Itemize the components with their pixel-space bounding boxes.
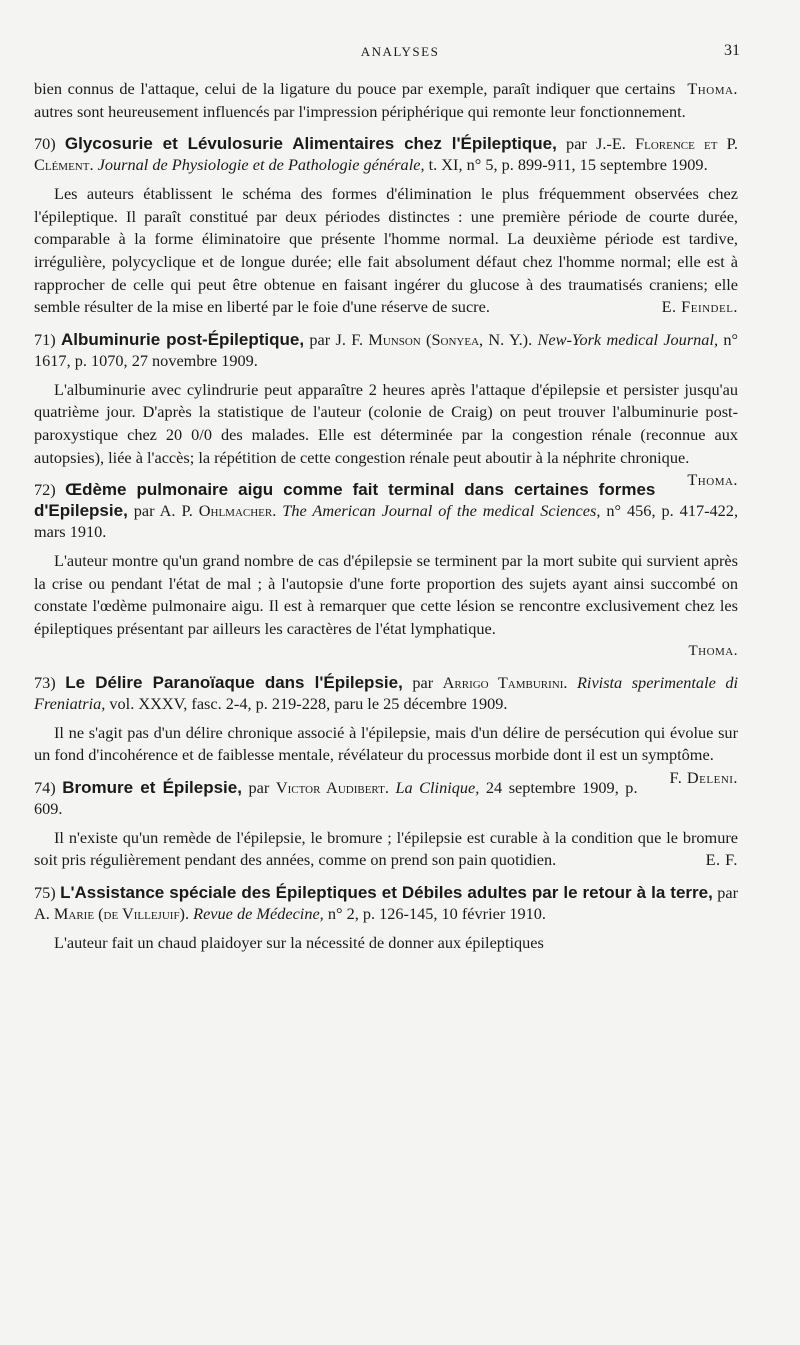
abstract-entry-70: [34, 133, 738, 319]
entry-body: L'auteur montre qu'un grand nombre de cas d'épilepsie se terminent par la mort subite qui survient après la crise ou pendant l'état de mal ; à l'autopsie d'une forte proportion des sujets ayant ainsi succombé on constate l'œdème pulmonaire aigu. Il est à remarquer que cette lésion se rencontre exclusivement chez les épileptiques présentant par ailleurs les caractères de l'état lymphatique.: [34, 551, 738, 638]
signature: F. Deleni.: [669, 767, 738, 787]
entry-details: 24 septembre 1909, p. 609.: [34, 777, 638, 818]
entry-details: t. XI, n° 5, p. 899-911, 15 septembre 1909.: [428, 155, 708, 175]
signature: Thoma.: [688, 642, 738, 659]
entry-number: 75): [34, 882, 56, 902]
entry-authors: Arrigo Tamburini.: [442, 672, 568, 692]
entry-number: 72): [34, 480, 56, 500]
entry-number: 70): [34, 134, 56, 154]
entry-source: Rivista sperimentale di Freniatria,: [34, 672, 738, 713]
signature: Thoma.: [687, 470, 738, 490]
page-content: [34, 78, 738, 954]
entry-authors: Marie (de Villejuif).: [53, 903, 190, 923]
entry-authors: Florence et P. Clément.: [34, 134, 738, 175]
entry-by: par J. F.: [309, 329, 364, 349]
entry-by: par J.-E.: [566, 134, 626, 154]
entry-details: n° 456, p. 417-422, mars 1910.: [34, 501, 739, 542]
entry-title: Glycosurie et Lévulosurie Alimentaires chez l'Épileptique,: [64, 134, 557, 154]
entry-authors: Ohlmacher.: [198, 501, 277, 521]
entry-details: n° 1617, p. 1070, 27 novembre 1909.: [34, 329, 739, 370]
entry-title: Œdème pulmonaire aigu comme fait terminal dans certaines formes d'Epilepsie,: [34, 480, 656, 521]
entry-heading: [34, 672, 738, 714]
signature: E. Feindel.: [661, 297, 738, 317]
entry-source: The American Journal of the medical Sciences,: [282, 501, 601, 521]
entry-authors: Victor Audibert.: [275, 777, 389, 797]
entry-body: L'auteur fait un chaud plaidoyer sur la nécessité de donner aux épileptiques: [54, 932, 544, 952]
entry-title: Le Délire Paranoïaque dans l'Épilepsie,: [65, 672, 403, 692]
signature: Thoma.: [687, 79, 738, 98]
entry-source: Revue de Médecine,: [193, 903, 324, 923]
abstract-entry-75: [34, 882, 738, 955]
page-header: [0, 42, 800, 64]
entry-body: L'albuminurie avec cylindrurie peut apparaître 2 heures après l'attaque d'épilepsie et persister jusqu'au quatrième jour. D'après la statistique de l'auteur (colonie de Craig) on peut trouver l'albuminurie post-paroxystique chez 20 0/0 des malades. Elle est déterminée par la congestion rénale (reconnue aux autopsies), liée à l'accès; la répétition de cette congestion rénale peut aboutir à la néphrite chronique. Thoma.: [34, 379, 738, 469]
entry-details: n° 2, p. 126-145, 10 février 1910.: [327, 903, 546, 923]
entry-details: vol. XXXV, fasc. 2-4, p. 219-228, paru le 25 décembre 1909.: [109, 693, 508, 713]
entry-body: Il ne s'agit pas d'un délire chronique associé à l'épilepsie, mais d'un délire de persécution qui évolue sur un fond d'incohérence et de faiblesse mentale, révélateur du processus morbide dont il est un symptôme. F. Deleni.: [34, 722, 738, 767]
entry-number: 73): [34, 672, 56, 692]
intro-paragraph: Thoma. bien connus de l'attaque, celui de la ligature du pouce par exemple, paraît indiquer que certains autres sont heureusement influencés par l'impression périphérique qui remonte leur fonctionnement.: [34, 79, 738, 121]
entry-authors: Munson (Sonyea, N. Y.).: [368, 329, 533, 349]
entry-by: par A.: [34, 882, 738, 923]
entry-by: par: [412, 672, 434, 692]
entry-by: par A. P.: [133, 501, 193, 521]
entry-heading: [34, 479, 738, 542]
entry-title: L'Assistance spéciale des Épileptiques et Débiles adultes par le retour à la terre,: [60, 882, 713, 902]
entry-heading: [34, 133, 738, 175]
entry-title: Bromure et Épilepsie,: [62, 777, 242, 797]
abstract-entry-74: [34, 777, 738, 872]
entry-heading: [34, 882, 738, 924]
signature: E. F.: [705, 850, 738, 870]
entry-by: par: [248, 777, 270, 797]
running-title: ANALYSES: [360, 44, 440, 59]
entry-number: 71): [34, 329, 56, 349]
entry-heading: [34, 777, 738, 819]
page-number: 31: [724, 42, 740, 59]
abstract-entry-72: [34, 479, 738, 661]
entry-number: 74): [34, 777, 56, 797]
entry-title: Albuminurie post-Épileptique,: [61, 329, 305, 349]
entry-source: Journal de Physiologie et de Pathologie générale,: [97, 155, 425, 175]
entry-source: New-York medical Journal,: [537, 329, 719, 349]
entry-source: La Clinique,: [395, 777, 480, 797]
entry-body: Il n'existe qu'un remède de l'épilepsie, le bromure ; l'épilepsie est curable à la condition que le bromure soit pris régulièrement pendant des années, comme on prend son pain quotidien. E. F.: [34, 827, 738, 872]
entry-heading: [34, 329, 738, 371]
entry-body: Les auteurs établissent le schéma des formes d'élimination le plus fréquemment observées chez l'épileptique. Il paraît constitué par deux périodes distinctes : une première période de courte durée, comparable à la forme éliminatoire que présente l'homme normal. La deuxième période est tardive, irrégulière, polycyclique et de longue durée; elle fait absolument défaut chez l'homme normal; elle est à rapprocher de celle qui peut être obtenue en faisant ingérer du glucose à des traumatisés craniens; elle semble résulter de la mise en liberté par le foie d'une réserve de sucre. E. Feindel.: [34, 183, 738, 319]
